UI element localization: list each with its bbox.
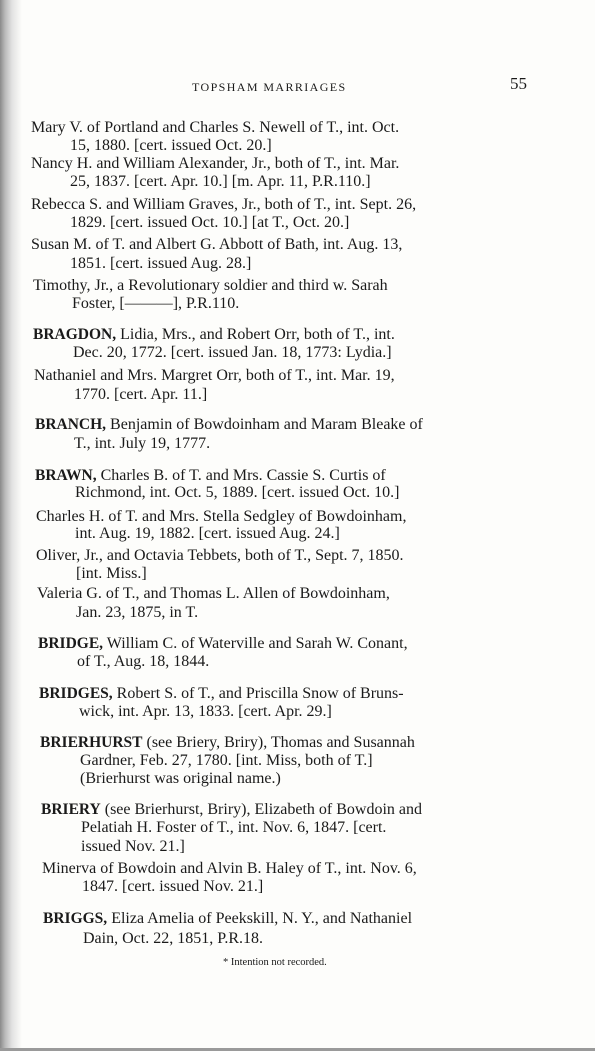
entry-line: BRIDGES, Robert S. of T., and Priscilla Snow of Bruns-	[39, 685, 404, 702]
page-number: 55	[510, 74, 527, 93]
entry-line: Mary V. of Portland and Charles S. Newell of T., int. Oct.	[31, 119, 400, 136]
entry-line: 1847. [cert. issued Nov. 21.]	[82, 878, 264, 895]
entry-line: BRAGDON, Lidia, Mrs., and Robert Orr, both of T., int.	[33, 326, 395, 343]
entry-line: BRANCH, Benjamin of Bowdoinham and Maram Bleake of	[35, 416, 423, 433]
entry-line: BRAWN, Charles B. of T. and Mrs. Cassie S. Curtis of	[35, 467, 386, 484]
entry-line: Timothy, Jr., a Revolutionary soldier and third w. Sarah	[33, 277, 388, 294]
entry-line: BRIDGE, William C. of Waterville and Sarah W. Conant,	[38, 635, 408, 652]
entry-line: int. Aug. 19, 1882. [cert. issued Aug. 24.]	[75, 525, 340, 542]
entry-line: Jan. 23, 1875, in T.	[76, 604, 199, 621]
entry-line: T., int. July 19, 1777.	[74, 435, 211, 452]
running-header-title: TOPSHAM MARRIAGES	[192, 80, 347, 94]
entry-line: Pelatiah H. Foster of T., int. Nov. 6, 1847. [cert.	[81, 819, 387, 836]
entry-line: Rebecca S. and William Graves, Jr., both of T., int. Sept. 26,	[31, 196, 417, 213]
entry-line: BRIERY (see Brierhurst, Briry), Elizabeth of Bowdoin and	[41, 801, 422, 818]
entry-line: BRIGGS, Eliza Amelia of Peekskill, N. Y., and Nathaniel	[43, 910, 413, 927]
entry-line: 1770. [cert. Apr. 11.]	[74, 386, 208, 403]
entry-line: BRIERHURST (see Briery, Briry), Thomas and Susannah	[40, 734, 415, 751]
entry-line: Nancy H. and William Alexander, Jr., both of T., int. Mar.	[31, 155, 400, 172]
entry-line: [int. Miss.]	[76, 565, 147, 582]
entry-line: Nathaniel and Mrs. Margret Orr, both of T., int. Mar. 19,	[34, 367, 395, 384]
entry-line: 1851. [cert. issued Aug. 28.]	[70, 255, 252, 272]
entry-line: wick, int. Apr. 13, 1833. [cert. Apr. 29.]	[79, 703, 332, 720]
entry-line: 25, 1837. [cert. Apr. 10.] [m. Apr. 11, P.R.110.]	[70, 173, 371, 190]
entry-line: issued Nov. 21.]	[81, 838, 185, 855]
entry-line: Richmond, int. Oct. 5, 1889. [cert. issued Oct. 10.]	[75, 484, 400, 501]
entry-line: Foster, [———], P.R.110.	[72, 295, 240, 312]
entry-line: Minerva of Bowdoin and Alvin B. Haley of T., int. Nov. 6,	[42, 860, 417, 877]
entry-line: of T., Aug. 18, 1844.	[77, 653, 210, 670]
entry-line: (Brierhurst was original name.)	[80, 770, 281, 787]
entry-line: Susan M. of T. and Albert G. Abbott of Bath, int. Aug. 13,	[31, 236, 403, 253]
entry-line: 15, 1880. [cert. issued Oct. 20.]	[70, 137, 272, 154]
entry-line: Oliver, Jr., and Octavia Tebbets, both of T., Sept. 7, 1850.	[36, 547, 404, 564]
entry-line: 1829. [cert. issued Oct. 10.] [at T., Oct. 20.]	[70, 214, 350, 231]
entry-line: Charles H. of T. and Mrs. Stella Sedgley of Bowdoinham,	[36, 508, 407, 525]
footnote: * Intention not recorded.	[223, 957, 327, 968]
entry-line: Dec. 20, 1772. [cert. issued Jan. 18, 1773: Lydia.]	[73, 344, 392, 361]
entry-line: Valeria G. of T., and Thomas L. Allen of Bowdoinham,	[37, 585, 390, 602]
entry-line: Dain, Oct. 22, 1851, P.R.18.	[83, 930, 263, 947]
entry-line: Gardner, Feb. 27, 1780. [int. Miss, both of T.]	[80, 752, 373, 769]
